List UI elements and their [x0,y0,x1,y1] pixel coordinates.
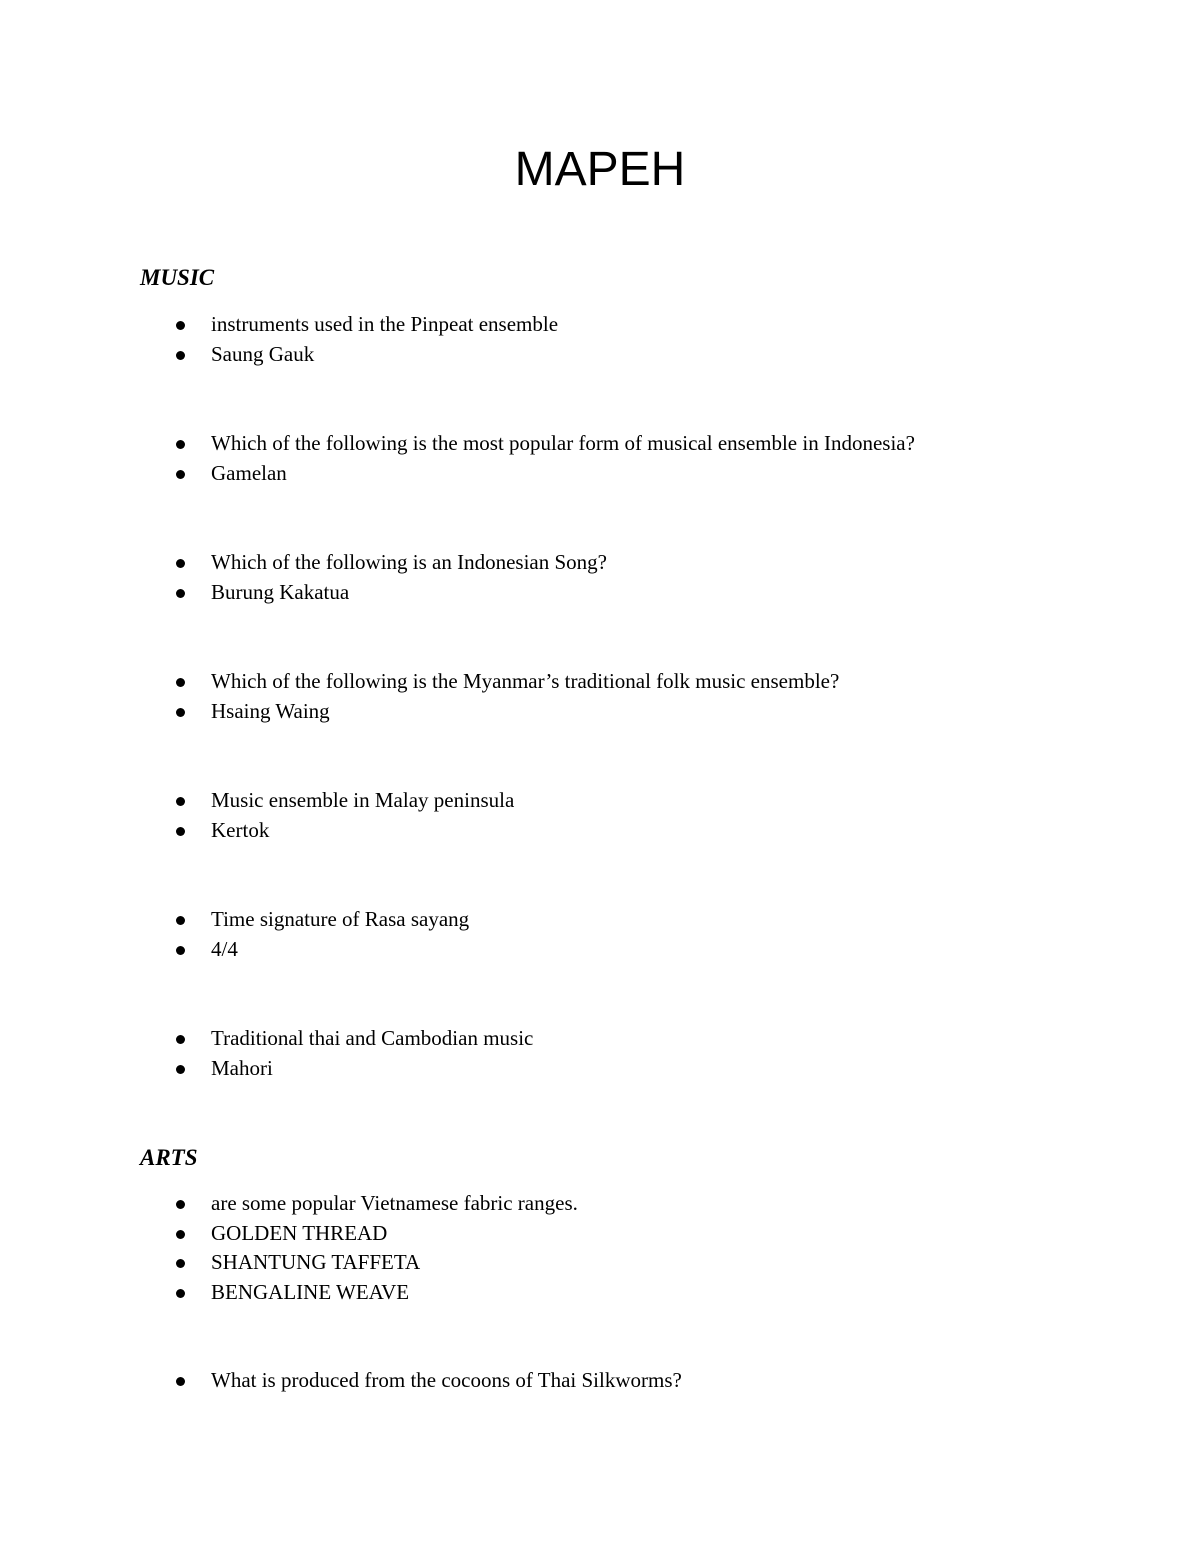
document-title: MAPEH [514,143,686,196]
list-item-text: Mahori [211,1055,273,1080]
list-item-text: Kertok [211,817,270,842]
list-item-text: Which of the following is the most popular form of musical ensemble in Indonesia? [211,431,915,455]
list-item-text: Saung Gauk [211,341,315,366]
list-item-text: SHANTUNG TAFFETA [211,1250,421,1274]
bullet-icon [176,797,185,806]
section-heading-arts: ARTS [140,1145,198,1170]
list-item-text: Hsaing Waing [211,698,330,723]
list-item-text: Time signature of Rasa sayang [211,907,470,931]
list-item-text: 4/4 [211,936,238,961]
bullet-icon [176,1230,185,1239]
bullet-icon [176,559,185,568]
bullet-icon [176,946,185,955]
bullet-icon [176,1035,185,1044]
bullet-icon [176,1200,185,1209]
list-item-text: instruments used in the Pinpeat ensemble [211,312,559,336]
bullet-icon [176,470,185,479]
list-item-text: What is produced from the cocoons of Thai Silkworms? [211,1368,682,1392]
bullet-icon [176,1065,185,1074]
bullet-icon [176,678,185,687]
bullet-icon [176,1259,185,1268]
list-item-text: BENGALINE WEAVE [211,1279,410,1304]
list-item-text: Gamelan [211,460,287,485]
bullet-icon [176,827,185,836]
bullet-icon [176,589,185,598]
list-item-text: Traditional thai and Cambodian music [211,1026,534,1050]
bullet-icon [176,916,185,925]
bullet-icon [176,440,185,449]
bullet-icon [176,321,185,330]
bullet-icon [176,708,185,717]
section-heading-music: MUSIC [140,265,215,290]
bullet-icon [176,351,185,360]
list-item-text: Which of the following is the Myanmar’s traditional folk music ensemble? [211,669,840,693]
list-item-text: Which of the following is an Indonesian Song? [211,550,608,574]
list-item-text: Music ensemble in Malay peninsula [211,788,515,812]
bullet-icon [176,1377,185,1386]
list-item-text: GOLDEN THREAD [211,1220,388,1245]
bullet-icon [176,1289,185,1298]
list-item-text: Burung Kakatua [211,579,350,604]
list-item-text: are some popular Vietnamese fabric ranges. [211,1191,578,1215]
